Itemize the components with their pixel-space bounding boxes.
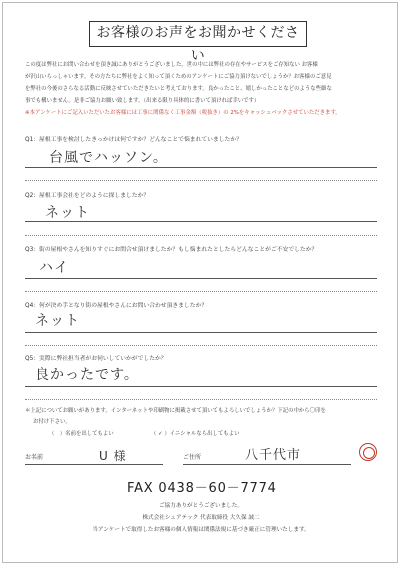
name-label: お名前 bbox=[25, 454, 44, 461]
footer-company: 株式会社シェアテック 代表取締役 大久保 誠二 bbox=[142, 515, 260, 521]
answer-5: 良かったです。 bbox=[35, 367, 139, 383]
answer-line bbox=[25, 278, 377, 279]
answer-line bbox=[25, 167, 377, 168]
survey-title: お客様のお声をお聞かせください bbox=[89, 21, 307, 47]
intro-line: が沢山いらっしゃいます。その方たちに弊社をよく知って頂くためのアンケートにご協力頂けないでしょうか？お客様のご意見 bbox=[25, 74, 332, 80]
option-name-allowed[interactable]: （ ）名前を出してもよい bbox=[49, 431, 114, 437]
intro-line: 事でも構いません。是非ご協力お願い致します。（出来る限り具体的に書いて頂ければ幸いです） bbox=[25, 98, 260, 104]
footer-thanks: ご協力ありがとうございました。 bbox=[159, 503, 243, 509]
survey-sheet bbox=[2, 2, 398, 563]
fax-number: FAX 0438－60－7774 bbox=[127, 481, 277, 496]
customer-name: U 様 bbox=[99, 449, 127, 463]
answer-dotted-line bbox=[25, 235, 377, 236]
seal-stamp-icon bbox=[359, 443, 377, 461]
footer-privacy: 当アンケートで取得したお客様の個人情報は関係法規に基づき厳正に管理いたします。 bbox=[92, 527, 310, 533]
question-2-label: Q2：屋根工事会社をどのように探しましたか？ bbox=[25, 193, 150, 199]
question-5-label: Q5：実際に弊社担当者がお伺いしていかがでしたか？ bbox=[25, 356, 167, 362]
answer-dotted-line bbox=[25, 399, 377, 400]
consent-text: ＊上記についてお願いがあります。インターネットや印刷物に掲載させて頂いてもよろしいでしょうか？下記の中から〇印を bbox=[25, 408, 326, 414]
answer-line bbox=[25, 386, 377, 387]
address-label: ご住所 bbox=[183, 454, 202, 461]
name-underline bbox=[25, 464, 163, 465]
answer-3: ハイ bbox=[39, 260, 69, 276]
answer-2: ネット bbox=[45, 205, 90, 221]
intro-line: を弊社の今後のさらなる活動に反映させていただきたいと考えております。良かったこと、嬉しかったことなどのような些細な bbox=[25, 86, 332, 92]
option-initials-allowed[interactable]: （ ✓ ）イニシャルなら出してもよい bbox=[151, 431, 240, 437]
question-4-label: Q4：何が決め手となり街の屋根やさんにお問い合わせ頂きましたか？ bbox=[25, 303, 208, 309]
answer-4: ネット bbox=[35, 313, 80, 329]
answer-dotted-line bbox=[25, 291, 377, 292]
answer-line bbox=[25, 332, 377, 333]
answer-dotted-line bbox=[25, 345, 377, 346]
question-1-label: Q1：屋根工事を検討したきっかけは何ですか？どんなことで悩まれていましたか？ bbox=[25, 137, 242, 143]
intro-text bbox=[25, 59, 381, 119]
cashback-note: ※本アンケートにご記入いただいたお客様には工事に関係なく工事金額（税抜き）の 2%をキャッシュバックさせていただきます。 bbox=[25, 110, 341, 116]
answer-line bbox=[25, 221, 377, 222]
answer-dotted-line bbox=[25, 180, 377, 181]
customer-address: 八千代市 bbox=[245, 448, 302, 463]
answer-1: 台風でハッソン。 bbox=[49, 150, 168, 166]
address-underline bbox=[183, 464, 351, 465]
question-3-label: Q3：街の屋根やさんを知りすぐにお問合せ頂けましたか？もし悩まれたとしたらどんなことがご不安でしたか？ bbox=[25, 247, 318, 253]
intro-line: この度は弊社にお問い合わせを頂き誠にありがとうございました。世の中には弊社の存在やサービスをご存知ない お客様 bbox=[25, 62, 318, 68]
consent-text-2: お付け下さい。 bbox=[33, 419, 71, 425]
